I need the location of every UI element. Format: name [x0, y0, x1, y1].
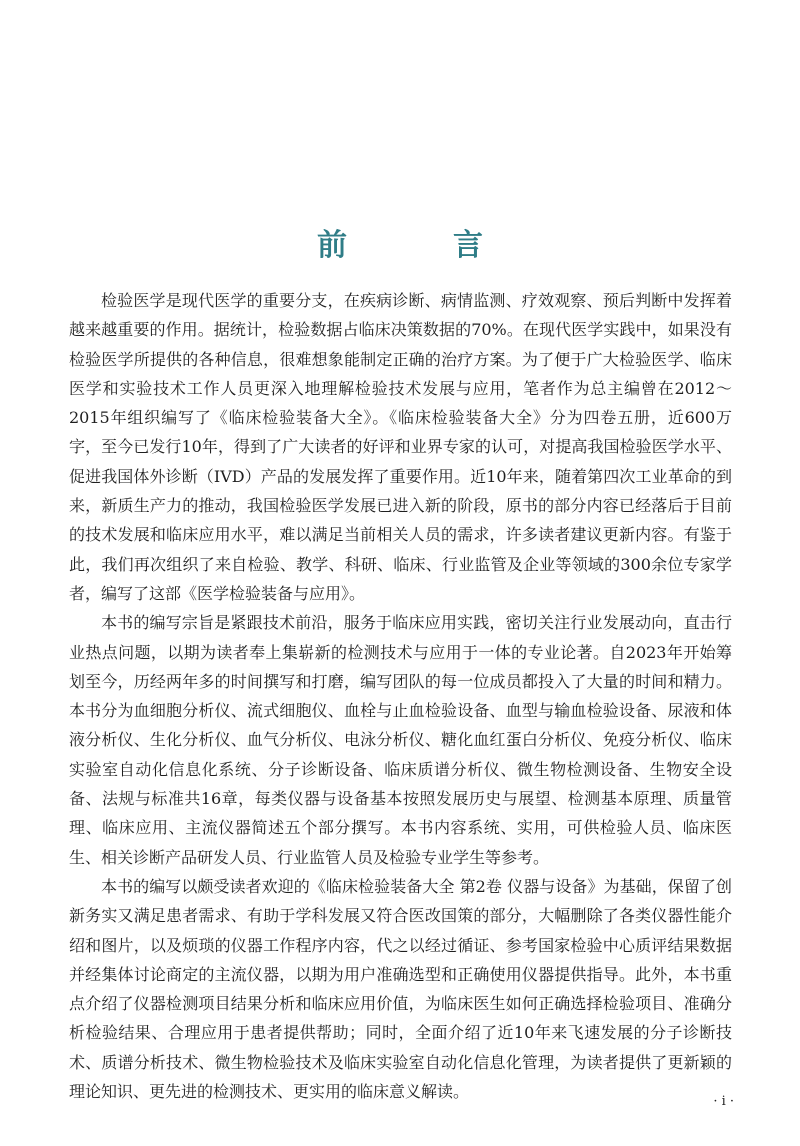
page-number: · i ·	[713, 1094, 734, 1109]
preface-body	[69, 286, 732, 1106]
paragraph-3: 本书的编写以颇受读者欢迎的《临床检验装备大全 第2卷 仪器与设备》为基础，保留了创新务实又满足患者需求、有助于学科发展又符合医改国策的部分，大幅删除了各类仪器性能介绍和图片，以及烦琐的仪器工作程序内容，代之以经过循证、参考国家检验中心质评结果数据并经集体讨论商定的主流仪器，以期为用户准确选型和正确使用仪器提供指导。此外，本书重点介绍了仪器检测项目结果分析和临床应用价值，为临床医生如何正确选择检验项目、准确分析检验结果、合理应用于患者提供帮助；同时，全面介绍了近10年来飞速发展的分子诊断技术、质谱分析技术、微生物检验技术及临床实验室自动化信息化管理，为读者提供了更新颖的理论知识、更先进的检测技术、更实用的临床意义解读。	[69, 876, 732, 1102]
paragraph-2: 本书的编写宗旨是紧跟技术前沿，服务于临床应用实践，密切关注行业发展动向，直击行业热点问题，以期为读者奉上集崭新的检测技术与应用于一体的专业论著。自2023年开始筹划至今，历经两年多的时间撰写和打磨，编写团队的每一位成员都投入了大量的时间和精力。本书分为血细胞分析仪、流式细胞仪、血栓与止血检验设备、血型与输血检验设备、尿液和体液分析仪、生化分析仪、血气分析仪、电泳分析仪、糖化血红蛋白分析仪、免疫分析仪、临床实验室自动化信息化系统、分子诊断设备、临床质谱分析仪、微生物检测设备、生物安全设备、法规与标准共16章，每类仪器与设备基本按照发展历史与展望、检测基本原理、质量管理、临床应用、主流仪器简述五个部分撰写。本书内容系统、实用，可供检验人员、临床医生、相关诊断产品研发人员、行业监管人员及检验专业学生等参考。	[69, 613, 732, 867]
page-title: 前 言	[317, 228, 521, 264]
paragraph-1: 检验医学是现代医学的重要分支，在疾病诊断、病情监测、疗效观察、预后判断中发挥着越来越重要的作用。据统计，检验数据占临床决策数据的70%。在现代医学实践中，如果没有检验医学所提供的各种信息，很难想象能制定正确的治疗方案。为了便于广大检验医学、临床医学和实验技术工作人员更深入地理解检验技术发展与应用，笔者作为总主编曾在2012～2015年组织编写了《临床检验装备大全》。《临床检验装备大全》分为四卷五册，近600万字，至今已发行10年，得到了广大读者的好评和业界专家的认可，对提高我国检验医学水平、促进我国体外诊断（IVD）产品的发展发挥了重要作用。近10年来，随着第四次工业革命的到来，新质生产力的推动，我国检验医学发展已进入新的阶段，原书的部分内容已经落后于目前的技术发展和临床应用水平，难以满足当前相关人员的需求，许多读者建议更新内容。有鉴于此，我们再次组织了来自检验、教学、科研、临床、行业监管及企业等领域的300余位专家学者，编写了这部《医学检验装备与应用》。	[69, 291, 732, 603]
